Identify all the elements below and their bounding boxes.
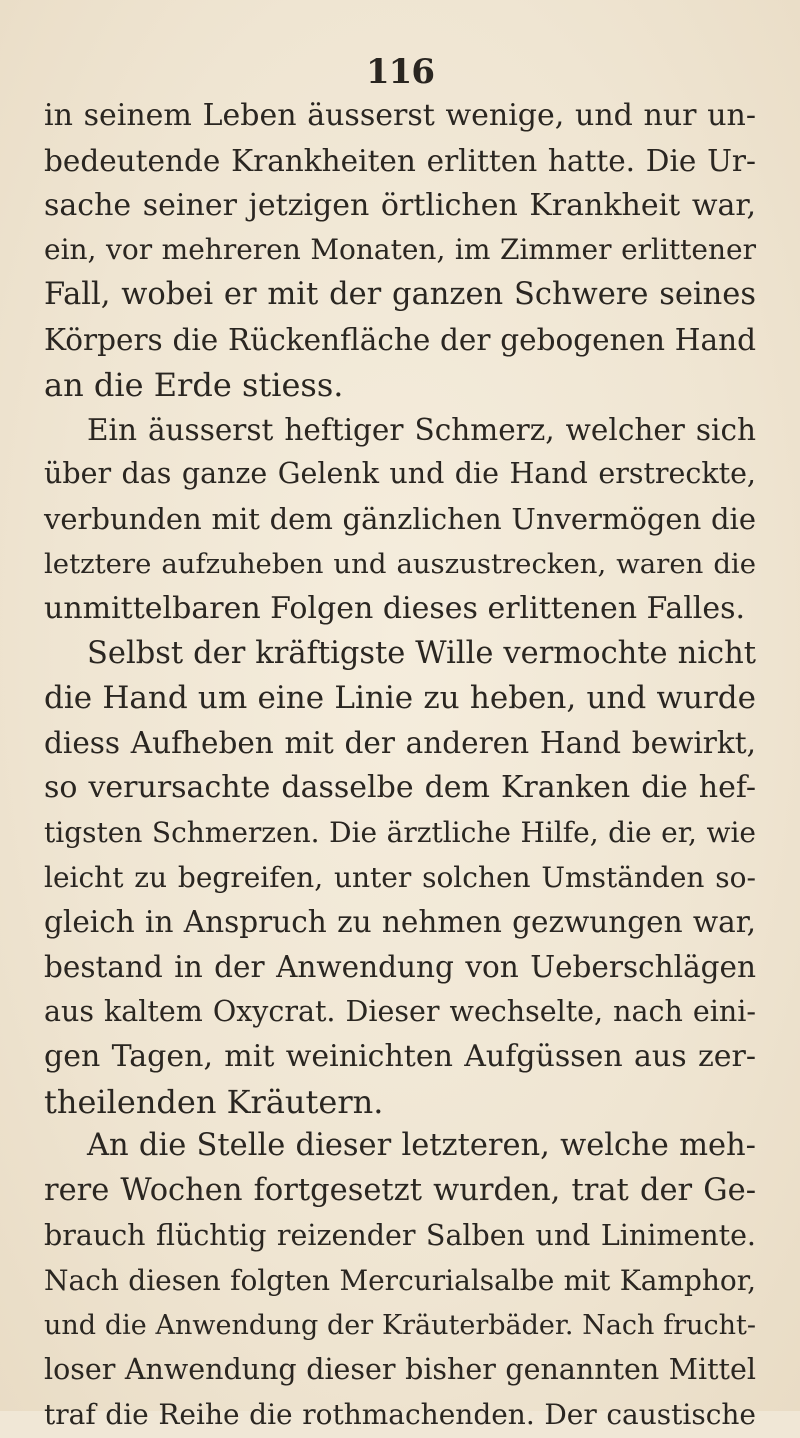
text-line: so verursachte dasselbe dem Kranken die hef- (44, 769, 756, 805)
text-line: und die Anwendung der Kräuterbäder. Nach frucht- (44, 1309, 756, 1341)
text-line: tigsten Schmerzen. Die ärztliche Hilfe, die er, wie (44, 815, 756, 849)
text-line: die Hand um eine Linie zu heben, und wurde (44, 680, 756, 717)
text-line: letztere aufzuheben und auszustrecken, waren die (44, 547, 756, 580)
text-line: bestand in der Anwendung von Ueberschlägen (44, 950, 756, 985)
text-line: ein, vor mehreren Monaten, im Zimmer erlittener (44, 233, 756, 267)
text-line: diess Aufheben mit der anderen Hand bewirkt, (44, 726, 756, 761)
paragraph-end-line: an die Erde stiess. (44, 365, 344, 404)
text-line: Nach diesen folgten Mercurialsalbe mit Kamphor, (44, 1263, 756, 1297)
text-line: Fall, wobei er mit der ganzen Schwere seines (44, 277, 756, 313)
text-line: rere Wochen fortgesetzt wurden, trat der Ge- (44, 1173, 756, 1209)
paragraph-start-line: Ein äusserst heftiger Schmerz, welcher sich (87, 412, 756, 447)
text-line: leicht zu begreifen, unter solchen Umständen so- (44, 860, 756, 894)
text-line: bedeutende Krankheiten erlitten hatte. Die Ur- (44, 143, 756, 178)
text-line: gleich in Anspruch zu nehmen gezwungen war, (44, 905, 756, 940)
text-line: brauch flüchtig reizender Salben und Linimente. (44, 1218, 756, 1252)
paragraph-start-line: Selbst der kräftigste Wille vermochte nicht (87, 635, 756, 671)
page-number: 116 (366, 52, 434, 92)
paragraph-end-line: unmittelbaren Folgen dieses erlittenen Falles. (44, 590, 746, 626)
text-line: sache seiner jetzigen örtlichen Krankheit war, (44, 187, 756, 223)
text-line: gen Tagen, mit weinichten Aufgüssen aus zer- (44, 1038, 756, 1074)
text-line: über das ganze Gelenk und die Hand erstreckte, (44, 457, 756, 491)
text-line: aus kaltem Oxycrat. Dieser wechselte, nach eini- (44, 994, 756, 1028)
text-line: Körpers die Rückenfläche der gebogenen Hand (44, 322, 756, 357)
paragraph-end-line: theilenden Kräutern. (44, 1082, 384, 1121)
text-line: traf die Reihe die rothmachenden. Der caustische (44, 1398, 756, 1432)
text-line: verbunden mit dem gänzlichen Unvermögen die (44, 502, 756, 537)
text-line: loser Anwendung dieser bisher genannten Mittel (44, 1353, 756, 1387)
text-body (44, 94, 756, 1438)
text-line: in seinem Leben äusserst wenige, und nur un- (44, 98, 756, 133)
paragraph-start-line: An die Stelle dieser letzteren, welche meh- (87, 1128, 756, 1164)
